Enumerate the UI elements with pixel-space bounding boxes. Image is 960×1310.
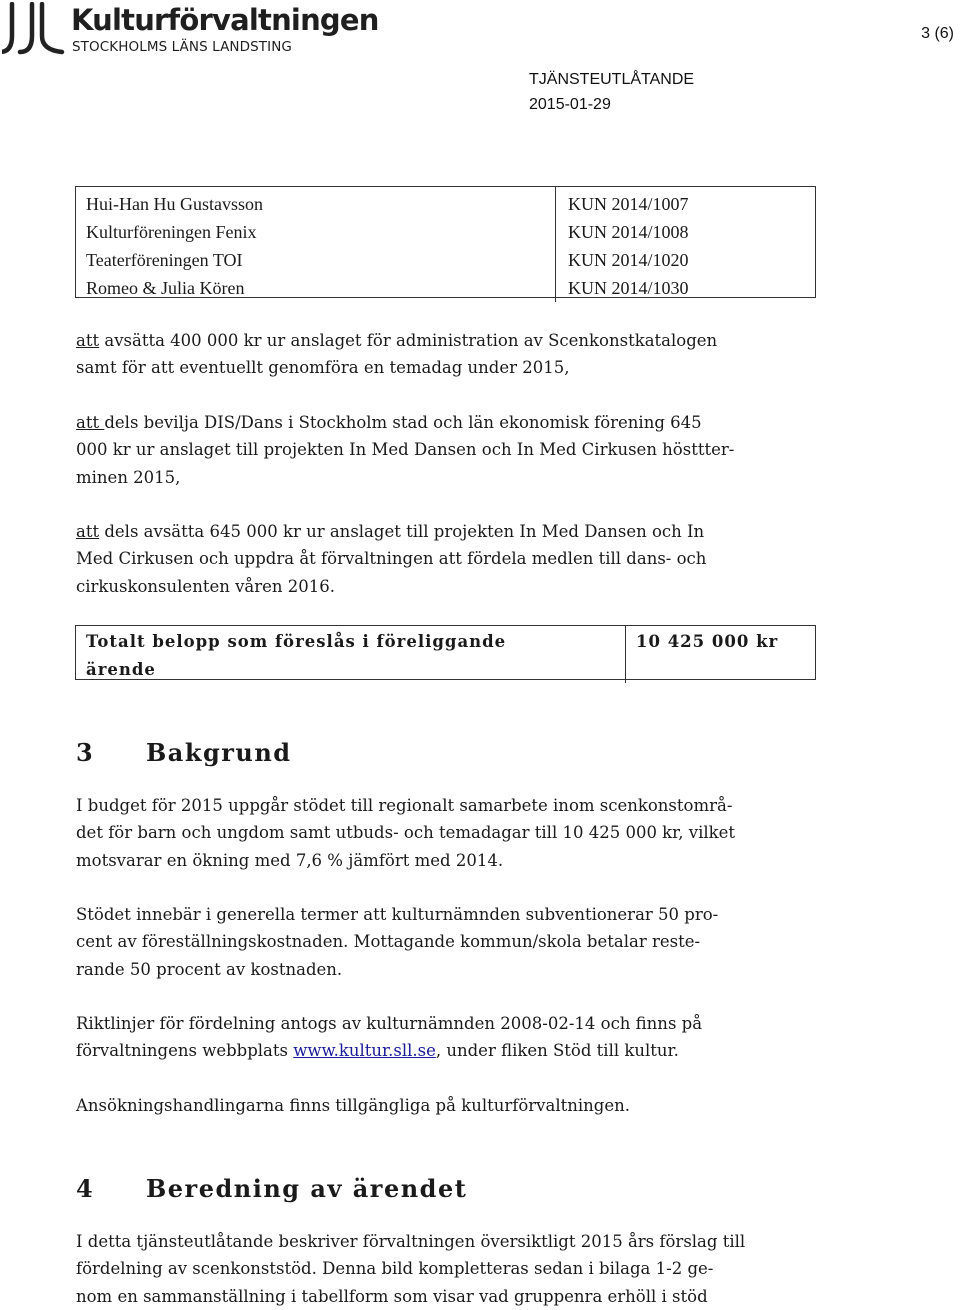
- case-name: Romeo & Julia Kören: [86, 278, 245, 298]
- total-label-line: Totalt belopp som föreslås i föreliggande: [86, 632, 507, 651]
- att-keyword: att: [76, 522, 100, 541]
- proposal-text: Med Cirkusen och uppdra åt förvaltningen att fördela medlen till dans- och: [76, 549, 707, 569]
- section-title: Beredning av ärendet: [146, 1174, 468, 1203]
- proposal-text: dels avsätta 645 000 kr ur anslaget till projekten In Med Dansen och In: [104, 522, 705, 541]
- document-type: TJÄNSTEUTLÅTANDE: [529, 71, 695, 88]
- proposal-3: [76, 518, 821, 600]
- logo-title: Kulturförvaltningen: [71, 3, 379, 37]
- website-link[interactable]: www.kultur.sll.se: [293, 1041, 436, 1061]
- logo-subtitle: STOCKHOLMS LÄNS LANDSTING: [72, 39, 292, 55]
- paragraph-line: Ansökningshandlingarna finns tillgängliga på kulturförvaltningen.: [76, 1096, 630, 1115]
- paragraph-line: motsvarar en ökning med 7,6 % jämfört med 2014.: [76, 850, 504, 870]
- page-number: 3 (6): [921, 25, 954, 42]
- case-id: KUN 2014/1020: [568, 250, 689, 270]
- total-label-line: ärende: [86, 659, 156, 679]
- case-ids-column: [556, 187, 815, 302]
- case-id: KUN 2014/1007: [568, 194, 689, 214]
- paragraph-line: I detta tjänsteutlåtande beskriver förvaltningen översiktligt 2015 års förslag till: [76, 1232, 746, 1251]
- total-label: [76, 626, 626, 683]
- section-number: 4: [76, 1174, 95, 1203]
- paragraph-line: rande 50 procent av kostnaden.: [76, 959, 343, 979]
- logo-mark-icon: [2, 2, 66, 58]
- proposal-text: samt för att eventuellt genomföra en temadag under 2015,: [76, 358, 570, 378]
- case-name: Hui-Han Hu Gustavsson: [86, 194, 263, 214]
- paragraph-line: Stödet innebär i generella termer att kulturnämnden subventionerar 50 pro-: [76, 905, 719, 924]
- section-number: 3: [76, 738, 95, 767]
- proposal-2: [76, 409, 821, 491]
- organization-logo: [2, 2, 379, 58]
- proposal-text: avsätta 400 000 kr ur anslaget för administration av Scenkonstkatalogen: [104, 331, 718, 350]
- case-name: Teaterföreningen TOI: [86, 250, 243, 270]
- att-keyword: att: [76, 413, 105, 432]
- paragraph: [76, 792, 821, 874]
- cases-table: [75, 186, 816, 298]
- total-amount: 10 425 000 kr: [636, 632, 779, 651]
- proposal-1: [76, 327, 821, 382]
- section-heading-4: [76, 1174, 467, 1203]
- paragraph-text: , under fliken Stöd till kultur.: [435, 1041, 679, 1061]
- paragraph-text: förvaltningens webbplats: [76, 1041, 294, 1061]
- document-date: 2015-01-29: [529, 96, 611, 113]
- case-id: KUN 2014/1008: [568, 222, 689, 242]
- paragraph-line: Riktlinjer för fördelning antogs av kulturnämnden 2008-02-14 och finns på: [76, 1014, 703, 1033]
- paragraph-line: det för barn och ungdom samt utbuds- och temadagar till 10 425 000 kr, vilket: [76, 823, 736, 843]
- paragraph: [76, 901, 821, 983]
- paragraph-line: I budget för 2015 uppgår stödet till regionalt samarbete inom scenkonstområ-: [76, 796, 733, 815]
- proposal-text: minen 2015,: [76, 467, 181, 487]
- paragraph: [76, 1092, 821, 1119]
- case-id: KUN 2014/1030: [568, 278, 689, 298]
- case-name: Kulturföreningen Fenix: [86, 222, 257, 242]
- paragraph-line: fördelning av scenkonststöd. Denna bild kompletteras sedan i bilaga 1-2 ge-: [76, 1259, 714, 1279]
- section-heading-3: [76, 738, 292, 767]
- paragraph-line: cent av föreställningskostnaden. Mottagande kommun/skola betalar reste-: [76, 932, 701, 952]
- proposal-text: dels bevilja DIS/Dans i Stockholm stad och län ekonomisk förening 645: [104, 413, 702, 432]
- proposal-text: cirkuskonsulenten våren 2016.: [76, 576, 336, 596]
- total-amount-table: [75, 625, 816, 680]
- case-names-column: [76, 187, 556, 302]
- paragraph: [76, 1010, 821, 1065]
- paragraph: [76, 1228, 821, 1310]
- paragraph-line: nom en sammanställning i tabellform som visar vad gruppenra erhöll i stöd: [76, 1286, 708, 1306]
- proposal-text: 000 kr ur anslaget till projekten In Med Dansen och In Med Cirkusen hösttter-: [76, 440, 735, 460]
- att-keyword: att: [76, 331, 100, 350]
- section-title: Bakgrund: [146, 738, 292, 767]
